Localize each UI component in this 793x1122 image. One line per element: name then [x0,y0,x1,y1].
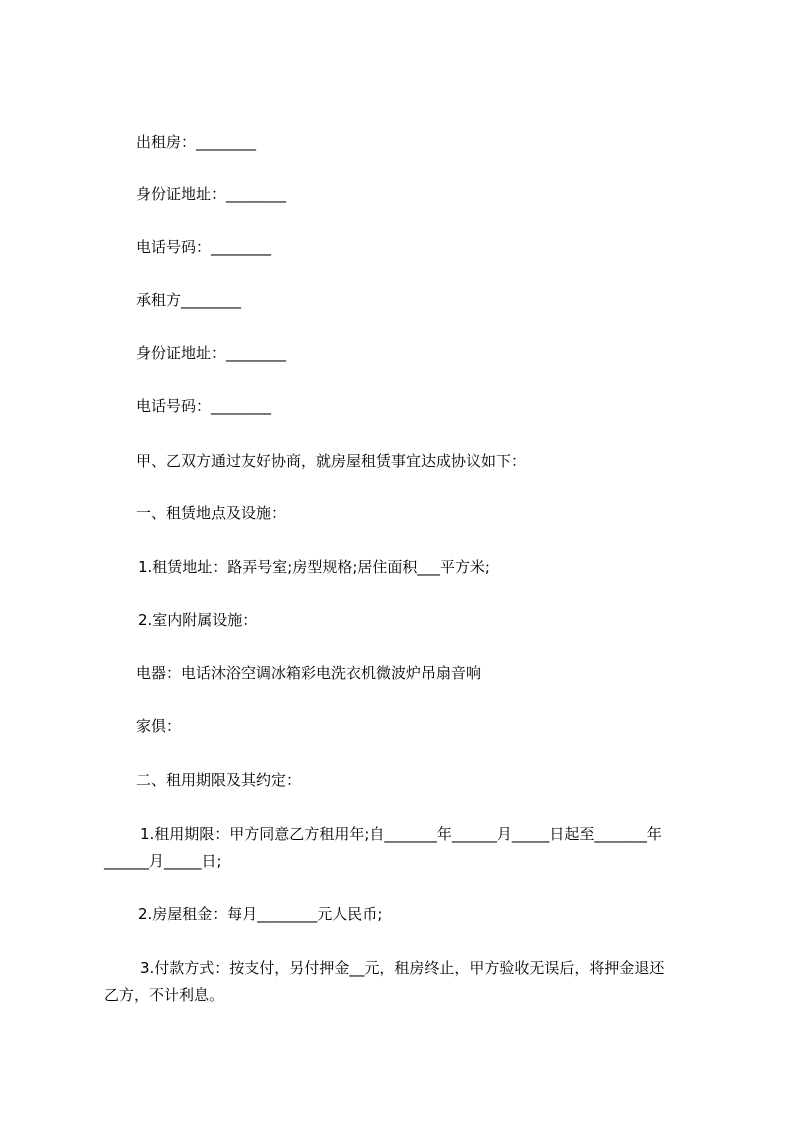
section2-item2: 2.房屋租金：每月________元人民币; [138,905,383,923]
lessor-name-line: 出租房：________ [136,133,257,151]
lessor-phone-line: 电话号码：________ [136,238,272,256]
section1-heading: 一、租赁地点及设施： [136,504,287,522]
intro-paragraph: 甲、乙双方通过友好协商，就房屋租赁事宜达成协议如下： [136,452,527,470]
section2-item1-line1: 1.租用期限：甲方同意乙方租用年;自_______年______月_____日起至_______年 [140,825,662,843]
lessor-id-address-line: 身份证地址：________ [136,185,287,203]
appliances-line: 电器：电话沐浴空调冰箱彩电洗衣机微波炉吊扇音响 [136,664,482,682]
lessee-phone-line: 电话号码：________ [136,397,272,415]
furniture-line: 家俱： [136,717,182,735]
lessee-name-line: 承租方________ [136,291,242,309]
section2-item3-line1: 3.付款方式：按支付，另付押金__元，租房终止，甲方验收无误后，将押金退还 [140,959,665,977]
lessee-id-address-line: 身份证地址：________ [136,344,287,362]
section1-item1: 1.租赁地址：路弄号室;房型规格;居住面积___平方米; [138,558,490,576]
section2-heading: 二、租用期限及其约定： [136,771,302,789]
section2-item3-line2: 乙方，不计利息。 [104,986,225,1004]
section1-item2: 2.室内附属设施： [138,611,258,629]
section2-item1-line2: ______月_____日; [104,852,222,870]
